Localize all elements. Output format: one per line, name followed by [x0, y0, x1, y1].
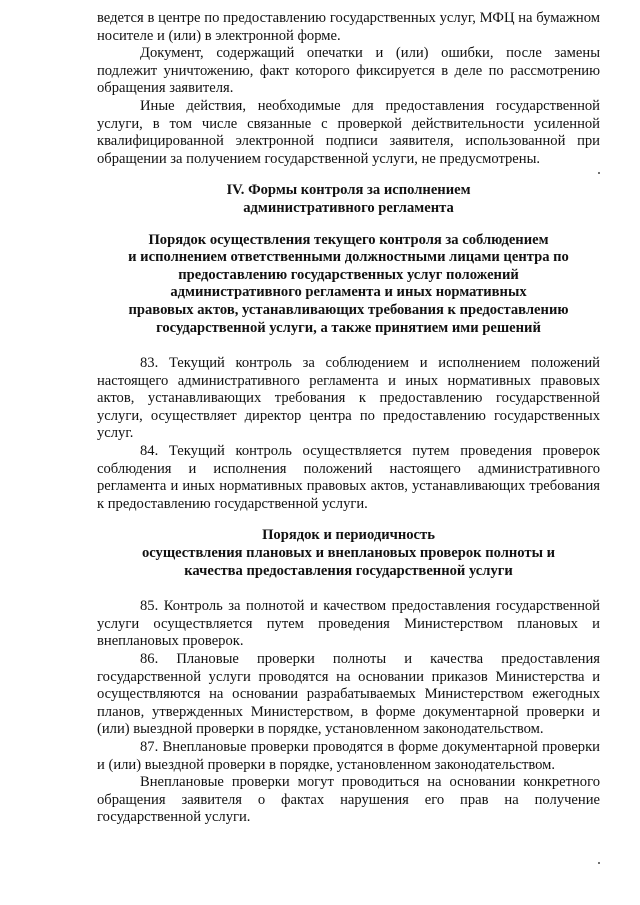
subheading-line: предоставлению государственных услуг положений	[178, 266, 519, 283]
scan-speck	[598, 862, 600, 864]
subheading-line: правовых актов, устанавливающих требования к предоставлению	[128, 301, 569, 318]
paragraph-typos-document: Документ, содержащий опечатки и (или) ошибки, после замены подлежит уничтожению, факт которого фиксируется в деле по рассмотрению обращения заявителя.	[97, 45, 600, 97]
subheading-line: и исполнением ответственными должностными лицами центра по	[128, 249, 569, 266]
paragraph-83: 83. Текущий контроль за соблюдением и исполнением положений настоящего административного регламента и иных нормативных правовых актов, устанавливающих требования к предоставлению государственной услуги, осуществляет директор центра по предоставлению государственных услуг.	[97, 355, 600, 442]
subheading-line: качества предоставления государственной услуги	[184, 562, 513, 579]
subheading-line: Порядок и периодичность	[262, 527, 435, 544]
section-heading-line: IV. Формы контроля за исполнением	[226, 182, 471, 199]
subheading-current-control	[97, 232, 600, 338]
section-heading-line: административного регламента	[243, 199, 454, 216]
paragraph-84: 84. Текущий контроль осуществляется путем проведения проверок соблюдения и исполнения положений настоящего административного регламента и иных нормативных правовых актов, устанавливающих требования к предоставлению государственной услуги.	[97, 443, 600, 512]
paragraph-86: 86. Плановые проверки полноты и качества предоставления государственной услуги проводятся на основании приказов Министерства и осуществляются на основании разрабатываемых Министерством ежегодных планов, утвержденных Министерством, в форме документарной проверки и (или) выездной проверки в порядке, установленном законодательством.	[97, 651, 600, 738]
paragraph-87: 87. Внеплановые проверки проводятся в форме документарной проверки и (или) выездной проверки в порядке, установленном законодательством.	[97, 738, 600, 773]
scan-speck	[598, 172, 600, 174]
paragraph-other-actions: Иные действия, необходимые для предоставления государственной услуги, в том числе связанные с проверкой действительности усиленной квалифицированной электронной подписи заявителя, использованной при обращении за получением государственной услуги, не предусмотрены.	[97, 97, 600, 167]
subheading-line: административного регламента и иных нормативных	[170, 284, 527, 301]
paragraph-85: 85. Контроль за полнотой и качеством предоставления государственной услуги осуществляется путем проведения Министерством плановых и внеплановых проверок.	[97, 598, 600, 650]
subheading-line: Порядок осуществления текущего контроля за соблюдением	[148, 231, 549, 248]
subheading-line: государственной услуги, а также принятием ими решений	[156, 319, 541, 336]
subheading-line: осуществления плановых и внеплановых проверок полноты и	[141, 545, 556, 562]
paragraph-continuation: ведется в центре по предоставлению государственных услуг, МФЦ на бумажном носителе и (или) в электронной форме.	[97, 10, 600, 44]
subheading-inspections	[97, 527, 600, 580]
paragraph-unscheduled: Внеплановые проверки могут проводиться на основании конкретного обращения заявителя о фактах нарушения его прав на получение государственной услуги.	[97, 774, 600, 826]
section-heading	[97, 182, 600, 217]
